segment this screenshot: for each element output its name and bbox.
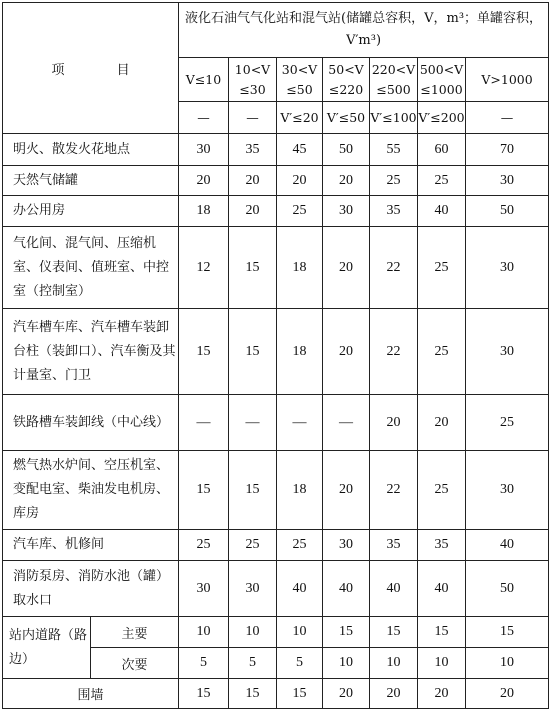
value-cell: 22 <box>370 451 418 530</box>
value-cell: 15 <box>229 227 277 309</box>
table-row <box>3 561 549 617</box>
value-cell: 20 <box>418 679 466 709</box>
road-main-label: 主要 <box>91 617 179 648</box>
value-cell: 20 <box>370 679 418 709</box>
value-cell: 15 <box>179 309 229 395</box>
table-row-wall <box>3 679 549 709</box>
value-cell: 18 <box>277 227 323 309</box>
value-cell: 20 <box>229 166 277 196</box>
value-cell: 45 <box>277 134 323 166</box>
row-label: 气化间、混气间、压缩机室、仪表间、值班室、中控室（控制室） <box>3 227 179 309</box>
row-label: 燃气热水炉间、空压机室、变配电室、柴油发电机房、库房 <box>3 451 179 530</box>
value-cell: 20 <box>323 451 370 530</box>
header-row-group <box>3 3 549 58</box>
table-row <box>3 134 549 166</box>
value-cell: 30 <box>179 134 229 166</box>
row-label: 汽车槽车库、汽车槽车装卸台柱（装卸口）、汽车衡及其计量室、门卫 <box>3 309 179 395</box>
item-header-cell <box>3 3 179 134</box>
value-cell: — <box>229 395 277 451</box>
value-cell: 30 <box>323 530 370 561</box>
range-cell: 220<V ≤500 <box>370 58 418 102</box>
item-header-label: 项 目 <box>51 62 154 78</box>
value-cell: 10 <box>418 648 466 679</box>
single-range-cell: — <box>179 102 229 134</box>
value-cell: 40 <box>466 530 549 561</box>
value-cell: 25 <box>179 530 229 561</box>
value-cell: 10 <box>370 648 418 679</box>
value-cell: 20 <box>179 166 229 196</box>
value-cell: 5 <box>229 648 277 679</box>
spacing-table <box>2 2 549 709</box>
value-cell: 20 <box>229 196 277 227</box>
road-label: 站内道路（路边） <box>3 617 91 679</box>
value-cell: — <box>179 395 229 451</box>
value-cell: 35 <box>418 530 466 561</box>
value-cell: 15 <box>323 617 370 648</box>
value-cell: 40 <box>323 561 370 617</box>
single-range-cell: — <box>229 102 277 134</box>
single-range-cell: V′≤20 <box>277 102 323 134</box>
value-cell: 25 <box>370 166 418 196</box>
range-cell: 30<V ≤50 <box>277 58 323 102</box>
value-cell: 20 <box>323 679 370 709</box>
value-cell: 35 <box>229 134 277 166</box>
row-label: 明火、散发火花地点 <box>3 134 179 166</box>
group-title-cell <box>179 3 549 58</box>
value-cell: 50 <box>323 134 370 166</box>
value-cell: 15 <box>370 617 418 648</box>
value-cell: 5 <box>277 648 323 679</box>
value-cell: 20 <box>370 395 418 451</box>
value-cell: 40 <box>418 196 466 227</box>
table-row <box>3 530 549 561</box>
value-cell: 30 <box>466 451 549 530</box>
row-label: 天然气储罐 <box>3 166 179 196</box>
value-cell: 20 <box>418 395 466 451</box>
row-label: 汽车库、机修间 <box>3 530 179 561</box>
table-row <box>3 309 549 395</box>
value-cell: 18 <box>277 451 323 530</box>
road-minor-label: 次要 <box>91 648 179 679</box>
single-range-cell: V′≤200 <box>418 102 466 134</box>
value-cell: 10 <box>179 617 229 648</box>
table-row-road-main <box>3 617 549 648</box>
table-row <box>3 196 549 227</box>
value-cell: 25 <box>277 530 323 561</box>
value-cell: 15 <box>466 617 549 648</box>
table-row <box>3 166 549 196</box>
value-cell: 10 <box>229 617 277 648</box>
value-cell: 15 <box>179 451 229 530</box>
single-range-cell: V′≤100 <box>370 102 418 134</box>
value-cell: 22 <box>370 309 418 395</box>
group-title: 液化石油气气化站和混气站(储罐总容积，V，m³；单罐容积，V′m³) <box>185 11 543 48</box>
value-cell: 55 <box>370 134 418 166</box>
value-cell: 15 <box>229 679 277 709</box>
table-row <box>3 395 549 451</box>
value-cell: 20 <box>323 309 370 395</box>
single-range-cell: V′≤50 <box>323 102 370 134</box>
value-cell: 35 <box>370 196 418 227</box>
value-cell: 40 <box>277 561 323 617</box>
value-cell: 30 <box>466 166 549 196</box>
value-cell: 30 <box>466 309 549 395</box>
value-cell: 25 <box>277 196 323 227</box>
range-cell: 10<V ≤30 <box>229 58 277 102</box>
value-cell: 15 <box>179 679 229 709</box>
single-range-cell: — <box>466 102 549 134</box>
value-cell: 40 <box>418 561 466 617</box>
range-cell: V≤10 <box>179 58 229 102</box>
row-label: 铁路槽车装卸线（中心线） <box>3 395 179 451</box>
row-label: 办公用房 <box>3 196 179 227</box>
value-cell: 50 <box>466 561 549 617</box>
value-cell: 15 <box>229 451 277 530</box>
value-cell: 25 <box>418 309 466 395</box>
value-cell: 5 <box>179 648 229 679</box>
value-cell: — <box>323 395 370 451</box>
value-cell: 30 <box>229 561 277 617</box>
value-cell: 25 <box>466 395 549 451</box>
value-cell: 25 <box>229 530 277 561</box>
value-cell: 22 <box>370 227 418 309</box>
value-cell: 25 <box>418 227 466 309</box>
range-cell: 50<V ≤220 <box>323 58 370 102</box>
value-cell: 50 <box>466 196 549 227</box>
value-cell: 20 <box>277 166 323 196</box>
value-cell: 40 <box>370 561 418 617</box>
value-cell: 15 <box>229 309 277 395</box>
range-cell: 500<V ≤1000 <box>418 58 466 102</box>
spacing-table-container <box>2 2 549 709</box>
value-cell: 60 <box>418 134 466 166</box>
value-cell: 15 <box>418 617 466 648</box>
wall-label: 围墙 <box>3 679 179 709</box>
value-cell: 18 <box>277 309 323 395</box>
value-cell: 30 <box>466 227 549 309</box>
value-cell: 10 <box>277 617 323 648</box>
value-cell: 25 <box>418 451 466 530</box>
value-cell: 10 <box>323 648 370 679</box>
table-row <box>3 451 549 530</box>
table-row <box>3 227 549 309</box>
range-cell: V>1000 <box>466 58 549 102</box>
row-label: 消防泵房、消防水池（罐）取水口 <box>3 561 179 617</box>
value-cell: 20 <box>323 166 370 196</box>
value-cell: 30 <box>323 196 370 227</box>
value-cell: 70 <box>466 134 549 166</box>
value-cell: 18 <box>179 196 229 227</box>
value-cell: 12 <box>179 227 229 309</box>
value-cell: 20 <box>323 227 370 309</box>
value-cell: 15 <box>277 679 323 709</box>
value-cell: 25 <box>418 166 466 196</box>
value-cell: — <box>277 395 323 451</box>
value-cell: 20 <box>466 679 549 709</box>
value-cell: 35 <box>370 530 418 561</box>
value-cell: 10 <box>466 648 549 679</box>
value-cell: 30 <box>179 561 229 617</box>
